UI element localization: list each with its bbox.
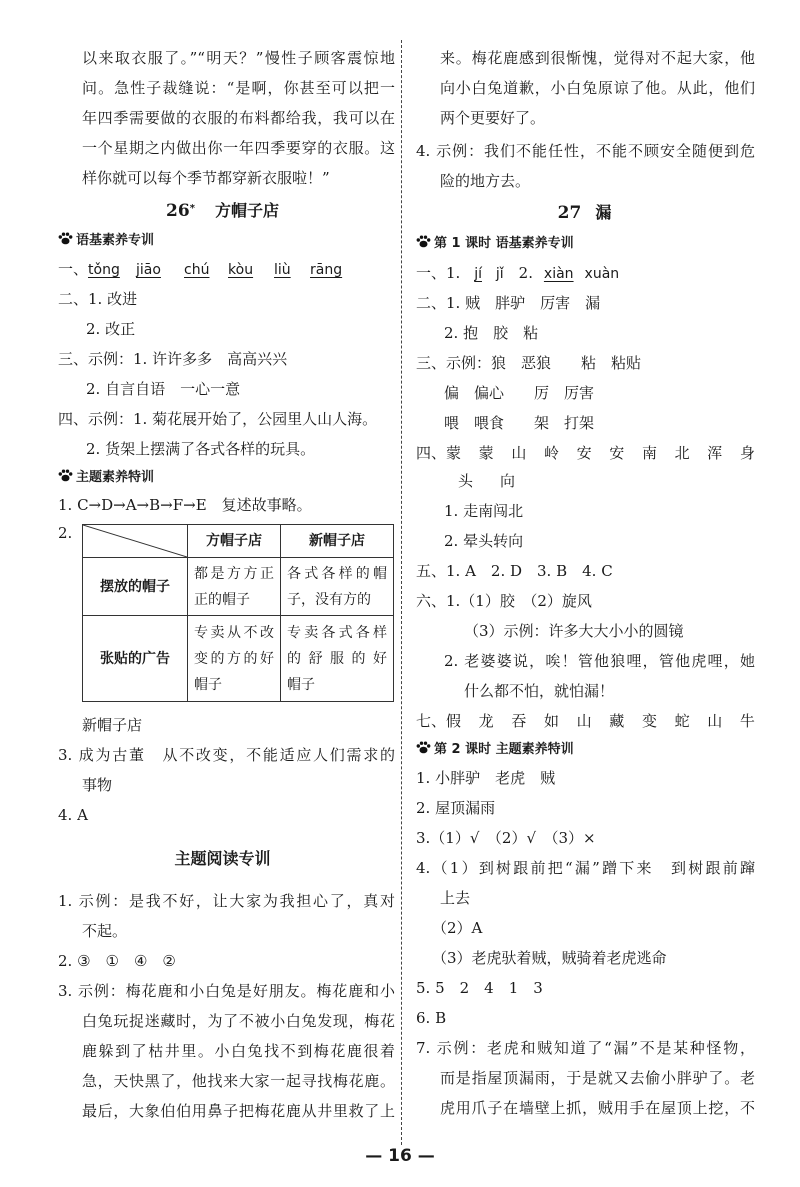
t2-answer: 新帽子店 bbox=[82, 716, 143, 734]
r3-line: 鹿躲到了枯井里。小白兔找不到梅花鹿很着 bbox=[82, 1042, 395, 1060]
a4-char: 四、蒙 bbox=[416, 444, 462, 462]
b-item: 6. B bbox=[416, 1009, 447, 1027]
section-lesson1 bbox=[416, 234, 574, 254]
section-basic bbox=[58, 231, 154, 251]
a4-char: 安 bbox=[609, 444, 625, 462]
r2-item: 2. ③ ① ④ ② bbox=[58, 952, 176, 970]
a6-item: （3）示例：许多大大小小的圆镜 bbox=[464, 622, 684, 640]
r4-item: 险的地方去。 bbox=[440, 172, 531, 190]
lesson-27-heading bbox=[412, 202, 757, 224]
q3-item: 2. 自言自语 一心一意 bbox=[86, 380, 241, 398]
reading-heading: 主题阅读专训 bbox=[174, 849, 271, 868]
a7-char: 牛 bbox=[739, 712, 755, 730]
table-header: 新帽子店 bbox=[281, 525, 394, 558]
intro-line: 一个星期之内做出你一年四季要穿的衣服。这 bbox=[82, 139, 395, 157]
a7-row bbox=[416, 710, 755, 732]
column-divider bbox=[401, 40, 402, 1145]
r3-line: 3. 示例：梅花鹿和小白兔是好朋友。梅花鹿和小 bbox=[58, 982, 395, 1000]
table-row-header: 张贴的广告 bbox=[83, 616, 188, 702]
intro-line: 年四季需要做的衣服的布料都给我，我可以在 bbox=[82, 109, 395, 127]
a7-char: 龙 bbox=[478, 712, 494, 730]
cell-line: 子，没有方的 bbox=[287, 591, 372, 608]
a7-char: 山 bbox=[576, 712, 592, 730]
cont-line: 向小白兔道歉，小白兔原谅了他。从此，他们 bbox=[440, 79, 755, 97]
pinyin: tǒng bbox=[88, 262, 120, 278]
section-lesson2 bbox=[416, 740, 574, 760]
paw-icon bbox=[58, 232, 73, 245]
cell-line: 变的方的好 bbox=[194, 650, 275, 667]
paw-icon bbox=[416, 741, 431, 754]
pinyin: jiāo bbox=[136, 262, 161, 278]
q4-item: 2. 货架上摆满了各式各样的玩具。 bbox=[86, 440, 316, 458]
t4-item: 4. A bbox=[58, 806, 88, 824]
lesson-number: 26 bbox=[166, 201, 190, 221]
q2-item: 2. 改正 bbox=[86, 320, 136, 338]
a2-item: 二、1. 贼 胖驴 厉害 漏 bbox=[416, 294, 601, 312]
a1-mid: 2. bbox=[518, 264, 533, 282]
table-diagonal-cell bbox=[83, 525, 188, 558]
section-title: 第 1 课时 语基素养专训 bbox=[434, 236, 574, 251]
a6-item: 2. 老婆婆说，唉！管他狼哩，管他虎哩，她 bbox=[444, 652, 755, 670]
r1-item: 不起。 bbox=[82, 922, 128, 940]
a4-char: 岭 bbox=[543, 444, 559, 462]
cell-line: 专卖各式各样 bbox=[287, 624, 387, 641]
table-row-header: 摆放的帽子 bbox=[83, 558, 188, 616]
b-item: 上去 bbox=[440, 889, 471, 907]
intro-line: 样你就可以每个季节都穿新衣服啦！” bbox=[82, 169, 330, 187]
left-column bbox=[50, 0, 395, 1187]
a6-item: 六、1.（1）胶 （2）旋风 bbox=[416, 592, 592, 610]
t1-item: 1. C→D→A→B→F→E 复述故事略。 bbox=[58, 496, 312, 514]
b-item: 4.（1）到树跟前把“漏”蹭下来 到树跟前蹿 bbox=[416, 859, 755, 877]
cont-line: 来。梅花鹿感到很惭愧，觉得对不起大家，他 bbox=[440, 49, 755, 67]
table-cell bbox=[188, 616, 281, 702]
pinyin: rāng bbox=[310, 262, 343, 278]
b-item: 1. 小胖驴 老虎 贼 bbox=[416, 769, 556, 787]
b-item: 7. 示例：老虎和贼知道了“漏”不是某种怪物， bbox=[416, 1039, 755, 1057]
r4-item: 4. 示例：我们不能任性，不能不顾安全随便到危 bbox=[416, 142, 755, 160]
cell-line: 的 舒 服 的 好 bbox=[287, 650, 387, 667]
a7-char: 如 bbox=[543, 712, 559, 730]
q1-line bbox=[58, 258, 342, 281]
section-title: 语基素养专训 bbox=[76, 233, 155, 248]
section-title: 主题素养特训 bbox=[76, 470, 155, 485]
b-item: 2. 屋顶漏雨 bbox=[416, 799, 496, 817]
a1-prefix: 一、1. bbox=[416, 264, 461, 282]
cont-line: 两个更要好了。 bbox=[440, 109, 546, 127]
b-item: 5. 5 2 4 1 3 bbox=[416, 979, 543, 997]
a1-line bbox=[416, 262, 619, 285]
a3-item: 偏 偏心 厉 厉害 bbox=[444, 384, 595, 402]
table-cell bbox=[281, 558, 394, 616]
a4-item: 1. 走南闯北 bbox=[444, 502, 524, 520]
a7-char: 七、假 bbox=[416, 712, 462, 730]
intro-line: 以来取衣服了。”“明天？”慢性子顾客震惊地 bbox=[82, 49, 395, 67]
cell-line: 帽子 bbox=[287, 676, 316, 693]
b-item: 3.（1）√ （2）√ （3）× bbox=[416, 829, 596, 847]
table-cell bbox=[281, 616, 394, 702]
paw-icon bbox=[416, 235, 431, 248]
pinyin: kòu bbox=[228, 262, 254, 278]
lesson-title: 漏 bbox=[595, 203, 612, 222]
table-header: 方帽子店 bbox=[188, 525, 281, 558]
a4-char: 山 bbox=[511, 444, 527, 462]
a4-char: 向 bbox=[500, 472, 516, 490]
a7-char: 山 bbox=[707, 712, 723, 730]
page-number: — 16 — bbox=[365, 1146, 435, 1166]
a3-item: 喂 喂食 架 打架 bbox=[444, 414, 595, 432]
a4-row bbox=[416, 442, 755, 464]
a4-char: 南 bbox=[641, 444, 657, 462]
a4-char: 北 bbox=[674, 444, 690, 462]
optional-mark: * bbox=[189, 203, 195, 214]
t2-label: 2. bbox=[58, 524, 73, 542]
r1-item: 1. 示例：是我不好，让大家为我担心了，真对 bbox=[58, 892, 395, 910]
table-cell bbox=[188, 558, 281, 616]
b-item: （2）A bbox=[432, 919, 483, 937]
a6-item: 什么都不怕，就怕漏！ bbox=[464, 682, 615, 700]
lesson-title: 方帽子店 bbox=[214, 201, 279, 220]
a2-item: 2. 抱 胶 粘 bbox=[444, 324, 539, 342]
section-title: 第 2 课时 主题素养特训 bbox=[434, 742, 574, 757]
a4-char: 头 bbox=[458, 472, 474, 490]
q2-item: 二、1. 改进 bbox=[58, 290, 138, 308]
pinyin: jí bbox=[474, 266, 482, 282]
r3-line: 急，天快黑了，他找来大家一起寻找梅花鹿。 bbox=[82, 1072, 395, 1090]
pinyin: xuàn bbox=[584, 266, 620, 282]
t3-item: 事物 bbox=[82, 776, 113, 794]
pinyin: jǐ bbox=[495, 266, 504, 282]
pinyin: chú bbox=[184, 262, 210, 278]
pinyin: liù bbox=[274, 262, 291, 278]
lesson-number: 27 bbox=[557, 203, 582, 223]
cell-line: 专卖从不改 bbox=[194, 624, 275, 641]
section-theme bbox=[58, 468, 154, 488]
hat-shop-table bbox=[82, 524, 394, 702]
b-item: 而是指屋顶漏雨，于是就又去偷小胖驴了。老 bbox=[440, 1069, 755, 1087]
right-column bbox=[412, 0, 757, 1187]
a7-char: 蛇 bbox=[674, 712, 690, 730]
diagonal-line bbox=[83, 525, 187, 557]
q4-item: 四、示例：1. 菊花展开始了，公园里人山人海。 bbox=[58, 410, 378, 428]
pinyin: xiàn bbox=[543, 266, 574, 282]
intro-line: 问。急性子裁缝说：“是啊，你甚至可以把一 bbox=[82, 79, 395, 97]
b-item: （3）老虎驮着贼，贼骑着老虎逃命 bbox=[432, 949, 667, 967]
a4-char: 身 bbox=[739, 444, 755, 462]
a4-char: 安 bbox=[576, 444, 592, 462]
r3-line: 白兔玩捉迷藏时，为了不被小白兔发现，梅花 bbox=[82, 1012, 395, 1030]
a3-item: 三、示例：狼 恶狼 粘 粘贴 bbox=[416, 354, 642, 372]
a7-char: 藏 bbox=[609, 712, 625, 730]
a4-item: 2. 晕头转向 bbox=[444, 532, 524, 550]
lesson-26-heading bbox=[50, 200, 395, 222]
q1-label: 一、 bbox=[58, 260, 89, 278]
a5-item: 五、1. A 2. D 3. B 4. C bbox=[416, 562, 613, 580]
q3-item: 三、示例：1. 许许多多 高高兴兴 bbox=[58, 350, 288, 368]
t3-item: 3. 成为古董 从不改变，不能适应人们需求的 bbox=[58, 746, 395, 764]
cell-line: 正的帽子 bbox=[194, 591, 250, 608]
cell-line: 帽子 bbox=[194, 676, 222, 693]
a4-char: 蒙 bbox=[478, 444, 494, 462]
cell-line: 各式各样的帽 bbox=[287, 565, 387, 582]
b-item: 虎用爪子在墙壁上抓，贼用手在屋顶上挖，不 bbox=[440, 1099, 755, 1117]
r3-line: 最后，大象伯伯用鼻子把梅花鹿从井里救了上 bbox=[82, 1102, 395, 1120]
cell-line: 都是方方正 bbox=[194, 565, 275, 582]
a4-row2 bbox=[458, 470, 515, 492]
a7-char: 吞 bbox=[511, 712, 527, 730]
a7-char: 变 bbox=[641, 712, 657, 730]
a4-char: 浑 bbox=[707, 444, 723, 462]
paw-icon bbox=[58, 469, 73, 482]
